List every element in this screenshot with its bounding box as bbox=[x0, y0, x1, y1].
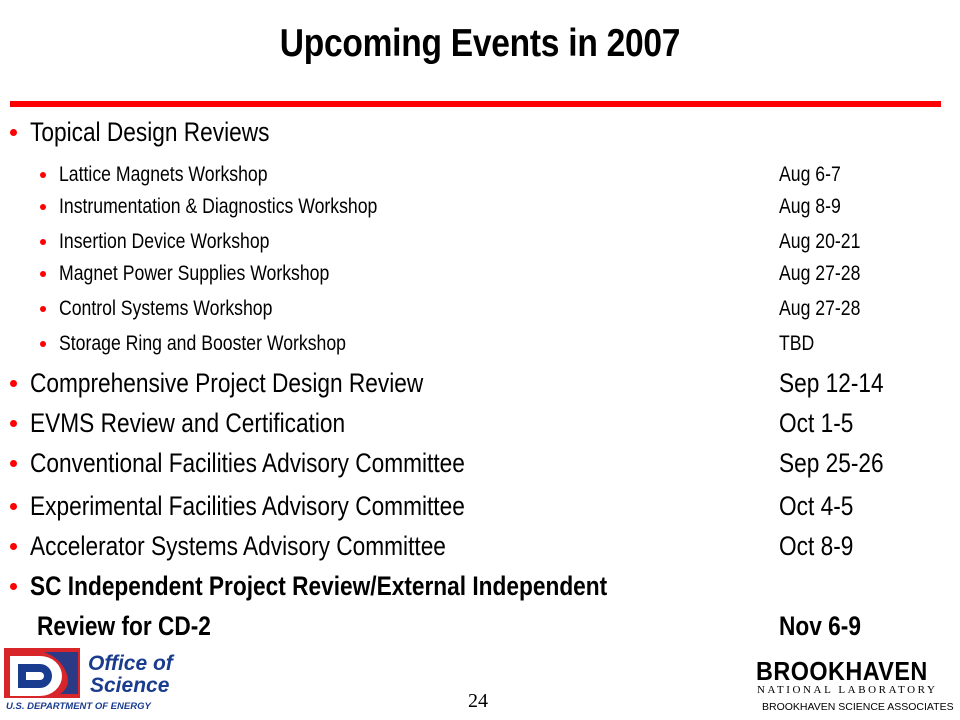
event-label: Lattice Magnets Workshop bbox=[59, 163, 268, 186]
event-item bbox=[0, 262, 960, 296]
bullet-icon bbox=[10, 380, 17, 387]
event-label: Storage Ring and Booster Workshop bbox=[59, 332, 346, 355]
event-item bbox=[0, 368, 960, 402]
bullet-icon bbox=[40, 341, 46, 347]
event-item bbox=[0, 332, 960, 366]
event-label: Accelerator Systems Advisory Committee bbox=[30, 531, 446, 561]
bullet-icon bbox=[10, 583, 17, 590]
event-date: Aug 20-21 bbox=[779, 230, 861, 253]
event-date: Aug 6-7 bbox=[779, 163, 841, 186]
event-date: Aug 27-28 bbox=[779, 262, 861, 285]
bullet-icon bbox=[40, 306, 46, 312]
event-date: Oct 4-5 bbox=[779, 491, 854, 521]
brookhaven-science-associates: BROOKHAVEN SCIENCE ASSOCIATES bbox=[762, 701, 954, 713]
event-item bbox=[0, 531, 960, 565]
event-date: Oct 1-5 bbox=[779, 408, 854, 438]
brookhaven-logo bbox=[756, 656, 952, 700]
bullet-icon bbox=[10, 543, 17, 550]
event-date: Sep 25-26 bbox=[779, 448, 884, 478]
event-label: Experimental Facilities Advisory Committee bbox=[30, 491, 465, 521]
title-divider bbox=[10, 101, 941, 107]
office-of-science-logo bbox=[4, 646, 204, 712]
doe-label: U.S. DEPARTMENT OF ENERGY bbox=[6, 701, 151, 712]
event-item bbox=[0, 230, 960, 264]
bullet-icon bbox=[40, 204, 46, 210]
bullet-icon bbox=[10, 420, 17, 427]
event-label: Review for CD-2 bbox=[37, 611, 211, 641]
slide-title: Upcoming Events in 2007 bbox=[279, 22, 681, 65]
event-label: Control Systems Workshop bbox=[59, 297, 273, 320]
bullet-icon bbox=[10, 460, 17, 467]
bullet-icon bbox=[10, 503, 17, 510]
page-number: 24 bbox=[468, 690, 488, 712]
event-date: Aug 8-9 bbox=[779, 195, 841, 218]
event-label: Instrumentation & Diagnostics Workshop bbox=[59, 195, 378, 218]
bullet-icon bbox=[40, 239, 46, 245]
event-item bbox=[0, 408, 960, 442]
event-date: Oct 8-9 bbox=[779, 531, 854, 561]
brookhaven-name: BROOKHAVEN bbox=[756, 656, 928, 686]
event-label: Insertion Device Workshop bbox=[59, 230, 270, 253]
event-label: SC Independent Project Review/External Independent bbox=[30, 571, 608, 601]
event-item bbox=[0, 491, 960, 525]
event-date: TBD bbox=[779, 332, 815, 355]
event-date: Sep 12-14 bbox=[779, 368, 884, 398]
bullet-icon bbox=[40, 271, 46, 277]
event-item bbox=[0, 297, 960, 331]
event-label: EVMS Review and Certification bbox=[30, 408, 346, 438]
office-of-label: Office of bbox=[88, 652, 173, 675]
event-label: Comprehensive Project Design Review bbox=[30, 368, 424, 398]
bullet-icon bbox=[40, 172, 46, 178]
event-date: Nov 6-9 bbox=[779, 611, 861, 641]
event-item bbox=[0, 448, 960, 482]
event-label: Magnet Power Supplies Workshop bbox=[59, 262, 330, 285]
science-label: Science bbox=[90, 674, 170, 697]
national-laboratory-label: NATIONAL LABORATORY bbox=[757, 684, 938, 696]
event-item bbox=[0, 571, 960, 605]
event-item bbox=[0, 117, 960, 151]
event-label: Topical Design Reviews bbox=[30, 117, 270, 147]
event-item bbox=[0, 611, 960, 645]
event-date: Aug 27-28 bbox=[779, 297, 861, 320]
event-item bbox=[0, 163, 960, 197]
event-item bbox=[0, 195, 960, 229]
event-label: Conventional Facilities Advisory Committee bbox=[30, 448, 465, 478]
bullet-icon bbox=[10, 129, 17, 136]
